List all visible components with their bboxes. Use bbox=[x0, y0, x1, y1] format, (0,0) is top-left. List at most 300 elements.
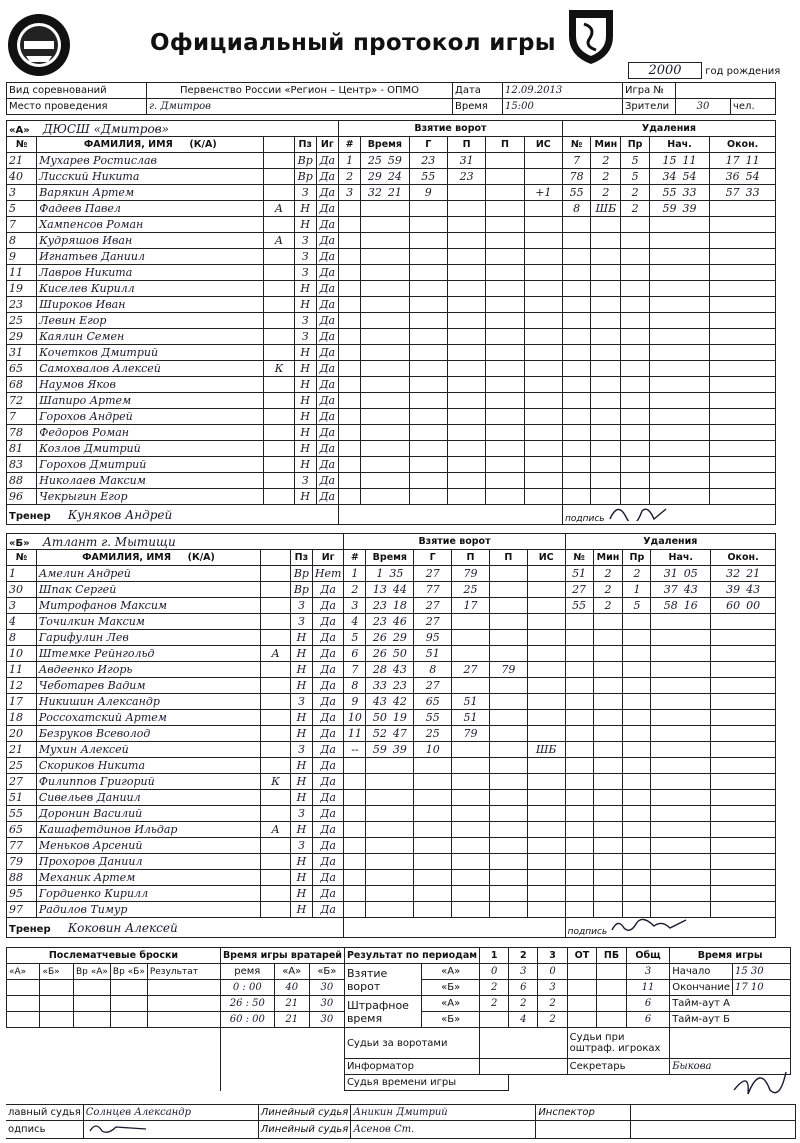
goal-assist-2 bbox=[489, 854, 527, 870]
goal-scorer: 27 bbox=[414, 678, 452, 694]
competition-label: Вид соревнований bbox=[7, 83, 147, 99]
goal-time-min: 43 bbox=[372, 695, 387, 708]
penalty-start bbox=[651, 806, 711, 822]
penalty-player bbox=[562, 489, 590, 505]
penalty-start bbox=[649, 297, 710, 313]
player-position: Вр bbox=[290, 582, 312, 598]
player-played: Да bbox=[312, 742, 344, 758]
penalty-time-min: 34 bbox=[662, 170, 677, 183]
goal-assist-1 bbox=[447, 345, 485, 361]
penalty-player bbox=[565, 854, 593, 870]
penalty-reason bbox=[623, 902, 651, 918]
goal-assist-1 bbox=[447, 361, 485, 377]
player-position: Н bbox=[294, 217, 316, 233]
coach-b-sign-label: подпись bbox=[567, 927, 608, 937]
player-number: 27 bbox=[7, 774, 37, 790]
goal-scorer bbox=[409, 473, 447, 489]
gk-row-2-time: 26 : 50 bbox=[220, 996, 274, 1012]
goal-scorer bbox=[414, 902, 452, 918]
player-number: 30 bbox=[7, 582, 37, 598]
penalty-reason bbox=[621, 457, 649, 473]
player-position: Н bbox=[294, 393, 316, 409]
penalty-end bbox=[710, 345, 776, 361]
goal-is bbox=[524, 169, 562, 185]
penalty-player bbox=[562, 329, 590, 345]
game-time-title: Время игры bbox=[670, 948, 791, 964]
goal-time bbox=[361, 361, 409, 377]
goal-assist-2 bbox=[489, 582, 527, 598]
player-row bbox=[7, 185, 776, 201]
goal-time bbox=[366, 806, 414, 822]
goal-assist-1 bbox=[452, 870, 490, 886]
goal-number: 5 bbox=[344, 630, 366, 646]
goal-is bbox=[527, 582, 565, 598]
penalty-reason bbox=[623, 758, 651, 774]
player-captain-mark bbox=[264, 249, 294, 265]
penalty-player bbox=[565, 790, 593, 806]
penalty-end bbox=[710, 409, 776, 425]
goal-is bbox=[527, 790, 565, 806]
goal-time bbox=[366, 630, 414, 646]
team-a-goals-title: Взятие ворот bbox=[338, 121, 562, 137]
time-value: 15:00 bbox=[503, 99, 623, 115]
col-ka bbox=[261, 550, 291, 566]
team-b-goals-title: Взятие ворот bbox=[344, 534, 565, 550]
penalty-minutes bbox=[593, 774, 623, 790]
penalty-start bbox=[649, 249, 710, 265]
goal-time-min: 26 bbox=[372, 647, 387, 660]
penalty-time-min: 32 bbox=[726, 567, 741, 580]
pim-a-total: 6 bbox=[626, 996, 669, 1012]
goal-scorer bbox=[409, 265, 447, 281]
pim-b-p3: 2 bbox=[538, 1012, 567, 1028]
player-played: Да bbox=[312, 630, 344, 646]
penalty-player bbox=[562, 249, 590, 265]
player-captain-mark: К bbox=[264, 361, 294, 377]
penalty-reason bbox=[621, 313, 649, 329]
player-name: Россохатский Артем bbox=[36, 710, 260, 726]
goal-time bbox=[366, 598, 414, 614]
goal-assist-2 bbox=[489, 806, 527, 822]
player-row bbox=[7, 457, 776, 473]
penalty-end bbox=[711, 710, 776, 726]
goal-time bbox=[366, 614, 414, 630]
penalty-end bbox=[710, 201, 776, 217]
goal-number bbox=[338, 313, 360, 329]
penalty-start bbox=[651, 566, 711, 582]
penalty-time-min: 55 bbox=[662, 186, 677, 199]
col-goal-num: # bbox=[338, 137, 360, 153]
goal-is bbox=[527, 886, 565, 902]
goal-number bbox=[338, 217, 360, 233]
player-played: Да bbox=[312, 710, 344, 726]
player-row bbox=[7, 153, 776, 169]
player-name: Чекрыгин Егор bbox=[37, 489, 264, 505]
player-number: 7 bbox=[7, 217, 37, 233]
goal-assist-1 bbox=[447, 313, 485, 329]
coach-b-label: Тренер bbox=[9, 923, 51, 935]
penalty-minutes bbox=[593, 726, 623, 742]
penalty-end bbox=[710, 425, 776, 441]
goal-is bbox=[524, 441, 562, 457]
goal-is bbox=[527, 822, 565, 838]
goal-time bbox=[361, 281, 409, 297]
goal-time bbox=[361, 185, 409, 201]
goal-time bbox=[361, 377, 409, 393]
chief-ref-signature-icon bbox=[86, 1121, 166, 1135]
venue-value: г. Дмитров bbox=[147, 99, 453, 115]
penalty-minutes bbox=[591, 313, 621, 329]
goal-assist-2 bbox=[486, 313, 524, 329]
player-name: Наумов Яков bbox=[37, 377, 264, 393]
penalty-end bbox=[710, 313, 776, 329]
timeout-b-label: Тайм-аут Б bbox=[670, 1012, 791, 1028]
col-ig: Иг bbox=[312, 550, 344, 566]
goal-time bbox=[361, 425, 409, 441]
goal-is bbox=[527, 806, 565, 822]
player-row bbox=[7, 870, 776, 886]
penalty-reason bbox=[623, 694, 651, 710]
player-played: Да bbox=[312, 870, 344, 886]
penalty-minutes bbox=[591, 473, 621, 489]
col-assist-2: П bbox=[489, 550, 527, 566]
goal-assist-2 bbox=[489, 598, 527, 614]
col-pen-reason: Пр bbox=[623, 550, 651, 566]
goal-assist-1 bbox=[447, 281, 485, 297]
player-position: З bbox=[290, 694, 312, 710]
player-captain-mark bbox=[264, 169, 294, 185]
penalty-minutes bbox=[593, 902, 623, 918]
goal-scorer bbox=[409, 201, 447, 217]
player-played: Да bbox=[312, 694, 344, 710]
penalty-end bbox=[711, 582, 776, 598]
penalty-reason bbox=[621, 473, 649, 489]
goals-team-b-label: «Б» bbox=[422, 980, 480, 996]
player-name: Кочетков Дмитрий bbox=[37, 345, 264, 361]
goal-scorer: 51 bbox=[414, 646, 452, 662]
penalty-reason bbox=[623, 742, 651, 758]
player-name: Федоров Роман bbox=[37, 425, 264, 441]
penalty-start bbox=[649, 201, 710, 217]
player-name: Доронин Василий bbox=[36, 806, 260, 822]
penalty-start bbox=[649, 233, 710, 249]
penalty-minutes bbox=[593, 806, 623, 822]
player-number: 88 bbox=[7, 473, 37, 489]
player-name: Гарифулин Лев bbox=[36, 630, 260, 646]
goal-assist-2 bbox=[486, 297, 524, 313]
gk-row-1-time: 0 : 00 bbox=[220, 980, 274, 996]
player-played: Да bbox=[316, 425, 338, 441]
goal-time-min: 32 bbox=[367, 186, 382, 199]
penalty-reason bbox=[621, 297, 649, 313]
goal-number: 1 bbox=[338, 153, 360, 169]
spectators-label: Зрители bbox=[623, 99, 676, 115]
col-ig: Иг bbox=[316, 137, 338, 153]
player-played: Да bbox=[316, 489, 338, 505]
goal-assist-2 bbox=[486, 153, 524, 169]
goal-assist-2 bbox=[489, 646, 527, 662]
player-name: Игнатьев Даниил bbox=[37, 249, 264, 265]
time-label: Время bbox=[453, 99, 503, 115]
goal-scorer bbox=[409, 457, 447, 473]
pim-b-p2: 4 bbox=[509, 1012, 538, 1028]
goal-assist-1 bbox=[452, 630, 490, 646]
player-row bbox=[7, 217, 776, 233]
goal-time bbox=[366, 710, 414, 726]
player-number: 97 bbox=[7, 902, 37, 918]
penalty-reason: 5 bbox=[621, 153, 649, 169]
penalty-end bbox=[710, 377, 776, 393]
col-goal-scorer: Г bbox=[414, 550, 452, 566]
penalty-end bbox=[710, 281, 776, 297]
club-shield-logo-icon bbox=[566, 6, 616, 66]
penalty-reason bbox=[621, 425, 649, 441]
goal-assist-2 bbox=[486, 169, 524, 185]
goal-is bbox=[527, 854, 565, 870]
goal-number bbox=[344, 806, 366, 822]
goal-assist-2 bbox=[486, 425, 524, 441]
player-played: Да bbox=[316, 457, 338, 473]
goal-assist-2 bbox=[486, 457, 524, 473]
goal-number bbox=[338, 329, 360, 345]
penalty-reason: 5 bbox=[623, 598, 651, 614]
period-col-total: Общ bbox=[626, 948, 669, 964]
goal-scorer: 55 bbox=[414, 710, 452, 726]
penalty-minutes bbox=[591, 361, 621, 377]
goal-is bbox=[524, 393, 562, 409]
goal-scorer bbox=[409, 329, 447, 345]
goal-assist-2 bbox=[486, 201, 524, 217]
player-row bbox=[7, 249, 776, 265]
player-name: Меньков Арсений bbox=[36, 838, 260, 854]
player-captain-mark bbox=[264, 425, 294, 441]
goal-scorer bbox=[414, 758, 452, 774]
goal-scorer bbox=[409, 489, 447, 505]
shootout-col-b: «Б» bbox=[40, 964, 73, 980]
penalty-end bbox=[711, 678, 776, 694]
player-played: Да bbox=[316, 153, 338, 169]
player-name: Кудряшов Иван bbox=[37, 233, 264, 249]
goal-scorer bbox=[414, 774, 452, 790]
goal-time bbox=[361, 313, 409, 329]
player-row bbox=[7, 838, 776, 854]
period-col-pb: ПБ bbox=[597, 948, 627, 964]
goal-number bbox=[338, 425, 360, 441]
player-row bbox=[7, 614, 776, 630]
player-number: 55 bbox=[7, 806, 37, 822]
col-goal-scorer: Г bbox=[409, 137, 447, 153]
team-a-penalties-title: Удаления bbox=[562, 121, 775, 137]
penalty-start bbox=[649, 169, 710, 185]
penalty-time-sec: 33 bbox=[745, 186, 760, 199]
goal-assist-2 bbox=[489, 822, 527, 838]
goal-is: +1 bbox=[524, 185, 562, 201]
goal-time-sec: 50 bbox=[392, 647, 407, 660]
goal-time-min: 59 bbox=[372, 743, 387, 756]
goal-assist-2 bbox=[486, 441, 524, 457]
penalty-player bbox=[565, 662, 593, 678]
goal-assist-1 bbox=[452, 774, 490, 790]
linesman2-value: Асенов Ст. bbox=[351, 1121, 536, 1139]
player-captain-mark bbox=[264, 265, 294, 281]
goal-number bbox=[338, 457, 360, 473]
goal-assist-2 bbox=[489, 902, 527, 918]
penalty-minutes: 2 bbox=[591, 153, 621, 169]
player-row bbox=[7, 281, 776, 297]
player-row bbox=[7, 409, 776, 425]
period-col-3: 3 bbox=[538, 948, 567, 964]
pim-a-p3: 2 bbox=[538, 996, 567, 1012]
gk-col-a: «А» bbox=[274, 964, 309, 980]
coach-b-signature-icon bbox=[610, 918, 690, 934]
goal-time bbox=[366, 726, 414, 742]
col-pen-min: Мин bbox=[591, 137, 621, 153]
shootout-title: Послематчевые броски bbox=[7, 948, 221, 964]
goals-a-total: 3 bbox=[626, 964, 669, 980]
penalty-start bbox=[649, 361, 710, 377]
federation-logo-icon bbox=[6, 12, 72, 78]
gk-row-1-a: 40 bbox=[274, 980, 309, 996]
penalty-start bbox=[651, 838, 711, 854]
goal-time bbox=[366, 822, 414, 838]
goal-assist-1 bbox=[447, 489, 485, 505]
penalty-minutes bbox=[593, 854, 623, 870]
game-info-table bbox=[6, 82, 776, 115]
player-name: Амелин Андрей bbox=[36, 566, 260, 582]
player-played: Да bbox=[312, 838, 344, 854]
pim-b-ot bbox=[567, 1012, 597, 1028]
gk-row-2-a: 21 bbox=[274, 996, 309, 1012]
col-assist-2: П bbox=[486, 137, 524, 153]
penalty-reason bbox=[621, 345, 649, 361]
col-pen-start: Нач. bbox=[651, 550, 711, 566]
goal-time-sec: 42 bbox=[392, 695, 407, 708]
player-played: Да bbox=[312, 886, 344, 902]
player-row bbox=[7, 473, 776, 489]
goal-scorer bbox=[409, 361, 447, 377]
gk-row-3-a: 21 bbox=[274, 1012, 309, 1028]
player-captain-mark bbox=[261, 790, 291, 806]
penalty-end bbox=[710, 329, 776, 345]
goal-assist-2 bbox=[489, 790, 527, 806]
player-row bbox=[7, 393, 776, 409]
shootout-col-gk-a: Вр «А» bbox=[73, 964, 110, 980]
col-ka bbox=[264, 137, 294, 153]
period-col-1: 1 bbox=[480, 948, 509, 964]
goal-scorer bbox=[414, 886, 452, 902]
player-position: Н bbox=[294, 281, 316, 297]
goal-time bbox=[361, 329, 409, 345]
penalty-player bbox=[565, 822, 593, 838]
player-row bbox=[7, 646, 776, 662]
penalty-minutes bbox=[593, 678, 623, 694]
player-row bbox=[7, 313, 776, 329]
penalty-end bbox=[711, 822, 776, 838]
penalty-minutes: 2 bbox=[593, 598, 623, 614]
pim-team-b-label: «Б» bbox=[422, 1012, 480, 1028]
player-name: Хампенсов Роман bbox=[37, 217, 264, 233]
player-captain-mark bbox=[264, 345, 294, 361]
player-number: 88 bbox=[7, 870, 37, 886]
player-number: 7 bbox=[7, 409, 37, 425]
player-row bbox=[7, 265, 776, 281]
penalty-reason bbox=[623, 822, 651, 838]
penalty-player: 8 bbox=[562, 201, 590, 217]
goal-time-sec: 24 bbox=[387, 170, 402, 183]
player-name: Широков Иван bbox=[37, 297, 264, 313]
player-name: Лисский Никита bbox=[37, 169, 264, 185]
player-row bbox=[7, 726, 776, 742]
penalty-player: 55 bbox=[562, 185, 590, 201]
penalty-end bbox=[711, 838, 776, 854]
penalty-minutes: 2 bbox=[591, 169, 621, 185]
goal-assist-2 bbox=[486, 281, 524, 297]
chief-ref-value: Солнцев Александр bbox=[83, 1105, 258, 1121]
goal-assist-2 bbox=[486, 265, 524, 281]
penalty-time-sec: 33 bbox=[682, 186, 697, 199]
player-played: Да bbox=[312, 678, 344, 694]
shootout-col-a: «А» bbox=[7, 964, 40, 980]
goal-assist-2 bbox=[489, 630, 527, 646]
player-row bbox=[7, 297, 776, 313]
penalty-player bbox=[565, 886, 593, 902]
player-position: Н bbox=[290, 758, 312, 774]
penalty-reason bbox=[621, 329, 649, 345]
timeout-a-label: Тайм-аут А bbox=[670, 996, 791, 1012]
goal-time-min: 33 bbox=[372, 679, 387, 692]
player-position: Н bbox=[294, 201, 316, 217]
player-position: Н bbox=[290, 902, 312, 918]
referees-table bbox=[6, 1104, 796, 1139]
goal-assist-1 bbox=[452, 886, 490, 902]
gk-col-time: ремя bbox=[220, 964, 274, 980]
goal-time bbox=[361, 473, 409, 489]
player-captain-mark bbox=[261, 870, 291, 886]
penalty-player bbox=[562, 281, 590, 297]
player-row bbox=[7, 598, 776, 614]
player-played: Да bbox=[312, 854, 344, 870]
penalty-reason: 2 bbox=[621, 201, 649, 217]
player-played: Да bbox=[312, 646, 344, 662]
penalty-minutes bbox=[591, 377, 621, 393]
player-captain-mark bbox=[261, 902, 291, 918]
goal-number bbox=[338, 393, 360, 409]
goal-number bbox=[338, 345, 360, 361]
goal-assist-1 bbox=[447, 201, 485, 217]
goal-is bbox=[527, 678, 565, 694]
goal-is bbox=[527, 838, 565, 854]
player-position: З bbox=[290, 838, 312, 854]
penalty-end bbox=[711, 806, 776, 822]
goal-time bbox=[366, 742, 414, 758]
end-label: Окончание bbox=[670, 980, 733, 996]
goal-time-sec: 21 bbox=[387, 186, 402, 199]
goal-number bbox=[344, 870, 366, 886]
pim-team-a-label: «А» bbox=[422, 996, 480, 1012]
player-number: 23 bbox=[7, 297, 37, 313]
period-col-ot: ОТ bbox=[567, 948, 597, 964]
goal-is: ШБ bbox=[527, 742, 565, 758]
game-number-label: Игра № bbox=[623, 83, 676, 99]
penalty-reason bbox=[623, 678, 651, 694]
goals-b-total: 11 bbox=[626, 980, 669, 996]
player-row bbox=[7, 758, 776, 774]
player-position: З bbox=[294, 265, 316, 281]
goal-assist-2 bbox=[486, 217, 524, 233]
goal-scorer: 65 bbox=[414, 694, 452, 710]
penalty-player bbox=[562, 361, 590, 377]
player-captain-mark bbox=[264, 489, 294, 505]
